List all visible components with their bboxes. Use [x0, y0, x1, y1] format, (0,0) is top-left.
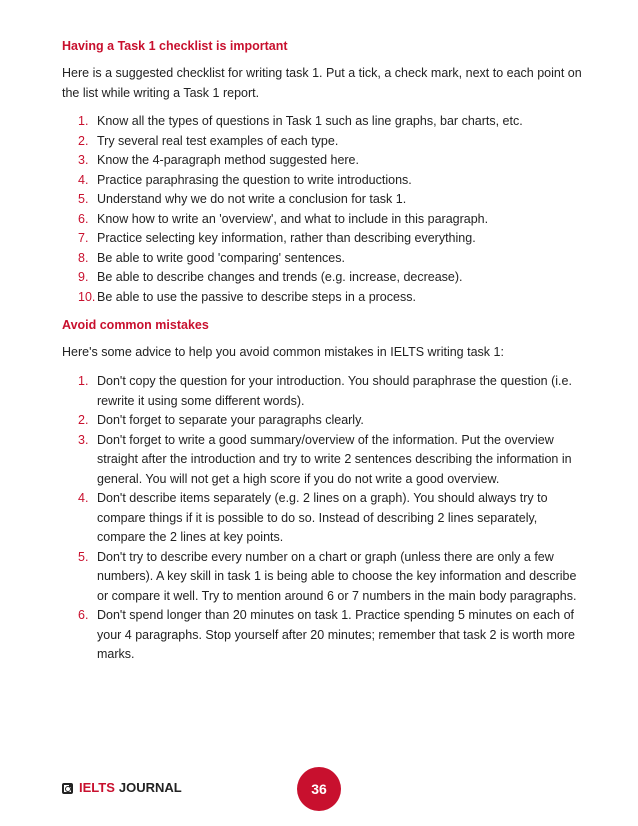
list-number: 1.: [78, 114, 89, 128]
list-item: [78, 112, 583, 132]
list-item: [78, 548, 583, 607]
list-item: [78, 249, 583, 269]
list-number: 9.: [78, 270, 89, 284]
checklist-intro: Here is a suggested checklist for writing task 1. Put a tick, a check mark, next to each point on the list while writing a Task 1 report.: [62, 66, 582, 100]
list-text: Know the 4-paragraph method suggested here.: [97, 153, 359, 167]
list-text: Know how to write an 'overview', and what to include in this paragraph.: [97, 211, 489, 226]
list-number: 5.: [78, 192, 89, 206]
list-text: Be able to write good 'comparing' sentences.: [97, 250, 345, 265]
list-number: 1.: [78, 374, 89, 388]
list-text: Be able to use the passive to describe steps in a process.: [97, 289, 416, 304]
mistakes-list: [78, 372, 583, 665]
list-text: Don't spend longer than 20 minutes on task 1. Practice spending 5 minutes on each of your 4 paragraphs. Stop yourself after 20 minutes; remember that task 2 is worth more marks.: [97, 608, 575, 661]
list-item: [78, 132, 583, 152]
list-text: Don't forget to separate your paragraphs clearly.: [97, 413, 364, 427]
brand-journal: JOURNAL: [118, 780, 182, 795]
list-item: [78, 151, 583, 171]
list-item: [78, 190, 583, 210]
section-heading-checklist: Having a Task 1 checklist is important: [62, 39, 288, 53]
footer-brand: [62, 780, 182, 796]
list-number: 3.: [78, 432, 89, 447]
list-text: Be able to describe changes and trends (e.g. increase, decrease).: [97, 270, 463, 284]
list-number: 5.: [78, 549, 89, 564]
list-text: Practice paraphrasing the question to write introductions.: [97, 172, 412, 187]
list-item: [78, 411, 583, 431]
list-number: 10.: [78, 289, 96, 304]
list-item: [78, 288, 583, 308]
list-item: [78, 606, 583, 665]
list-text: Know all the types of questions in Task 1 such as line graphs, bar charts, etc.: [97, 114, 523, 128]
list-number: 6.: [78, 211, 89, 226]
list-text: Try several real test examples of each type.: [97, 133, 339, 148]
brand-ielts: IELTS: [79, 780, 115, 795]
list-number: 7.: [78, 231, 89, 245]
list-number: 2.: [78, 133, 89, 148]
list-number: 2.: [78, 413, 89, 427]
list-text: Understand why we do not write a conclusion for task 1.: [97, 192, 407, 206]
list-text: Don't forget to write a good summary/overview of the information. Put the overview straight after the introduction and try to write 2 sentences describing the information in general. You will not get a high score if you do not write a good overview.: [97, 432, 572, 486]
list-text: Don't copy the question for your introduction. You should paraphrase the question (i.e. rewrite it using some different words).: [97, 374, 572, 408]
list-item: [78, 229, 583, 249]
list-item: [78, 431, 583, 490]
list-number: 8.: [78, 250, 89, 265]
checklist-list: [78, 112, 583, 307]
instagram-camera-icon: [62, 783, 73, 794]
section-heading-mistakes: Avoid common mistakes: [62, 318, 209, 332]
list-number: 4.: [78, 491, 89, 505]
list-item: [78, 210, 583, 230]
page-number-badge: 36: [297, 767, 341, 811]
list-item: [78, 268, 583, 288]
list-number: 3.: [78, 153, 89, 167]
mistakes-intro: Here's some advice to help you avoid common mistakes in IELTS writing task 1:: [62, 345, 504, 359]
list-item: [78, 372, 583, 411]
list-number: 6.: [78, 608, 89, 622]
list-item: [78, 171, 583, 191]
list-text: Practice selecting key information, rather than describing everything.: [97, 231, 476, 245]
list-number: 4.: [78, 172, 89, 187]
list-item: [78, 489, 583, 548]
list-text: Don't try to describe every number on a chart or graph (unless there are only a few numbers). A key skill in task 1 is being able to choose the key information and describe or compare it well. Try to mention around 6 or 7 numbers in the main body paragraphs.: [97, 549, 577, 603]
list-text: Don't describe items separately (e.g. 2 lines on a graph). You should always try to compare things if it is possible to do so. Instead of describing 2 lines separately, compare the 2 lines at key points.: [97, 491, 548, 544]
